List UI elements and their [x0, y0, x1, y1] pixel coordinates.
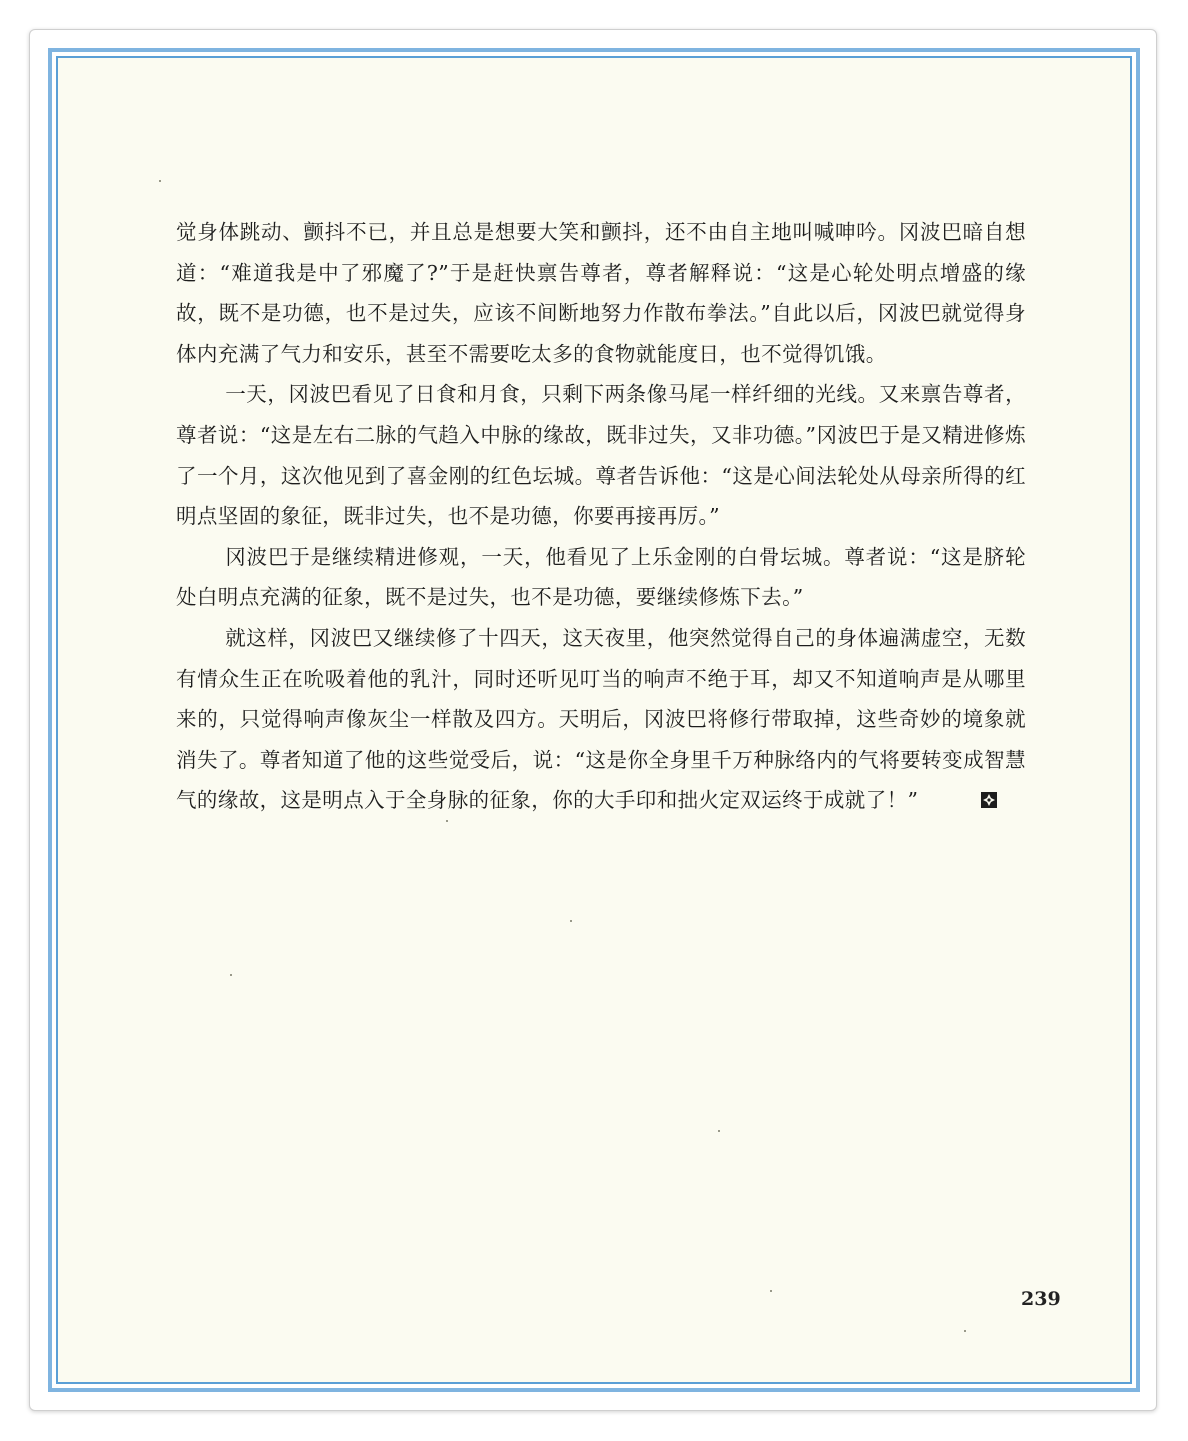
scan-speck — [570, 920, 572, 922]
scan-speck — [964, 1330, 966, 1332]
scan-speck — [159, 180, 161, 182]
page-body — [176, 212, 1026, 821]
paragraph-4 — [176, 618, 1026, 821]
paragraph-4-text: 就这样，冈波巴又继续修了十四天，这天夜里，他突然觉得自己的身体遍满虚空，无数有情众生正在吮吸着他的乳汁，同时还听见叮当的响声不绝于耳，却又不知道响声是从哪里来的，只觉得响声像灰尘一样散及四方。天明后，冈波巴将修行带取掉，这些奇妙的境象就消失了。尊者知道了他的这些觉受后，说：“这是你全身里千万种脉络内的气将要转变成智慧气的缘故，这是明点入于全身脉的征象，你的大手印和拙火定双运终于成就了！” — [176, 625, 1026, 813]
page-sheet — [56, 56, 1132, 1384]
scan-speck — [770, 1290, 772, 1292]
page-number: 239 — [1021, 1288, 1061, 1310]
paragraph-2: 一天，冈波巴看见了日食和月食，只剩下两条像马尾一样纤细的光线。又来禀告尊者，尊者说：“这是左右二脉的气趋入中脉的缘故，既非过失，又非功德。”冈波巴于是又精进修炼了一个月，这次他见到了喜金刚的红色坛城。尊者告诉他：“这是心间法轮处从母亲所得的红明点坚固的象征，既非过失，也不是功德，你要再接再厉。” — [176, 382, 1026, 529]
scan-speck — [446, 820, 448, 822]
paragraph-3: 冈波巴于是继续精进修观，一天，他看见了上乐金刚的白骨坛城。尊者说：“这是脐轮处白明点充满的征象，既不是过失，也不是功德，要继续修炼下去。” — [176, 544, 1026, 610]
ornament-end-icon — [930, 782, 948, 800]
scan-speck — [230, 974, 232, 976]
paragraph-1: 觉身体跳动、颤抖不已，并且总是想要大笑和颤抖，还不由自主地叫喊呻吟。冈波巴暗自想道：“难道我是中了邪魔了?”于是赶快禀告尊者，尊者解释说：“这是心轮处明点增盛的缘故，既不是功德，也不是过失，应该不间断地努力作散布拳法。”自此以后，冈波巴就觉得身体内充满了气力和安乐，甚至不需要吃太多的食物就能度日，也不觉得饥饿。 — [176, 220, 1026, 366]
scan-speck — [718, 1130, 720, 1132]
page-frame — [48, 48, 1140, 1392]
